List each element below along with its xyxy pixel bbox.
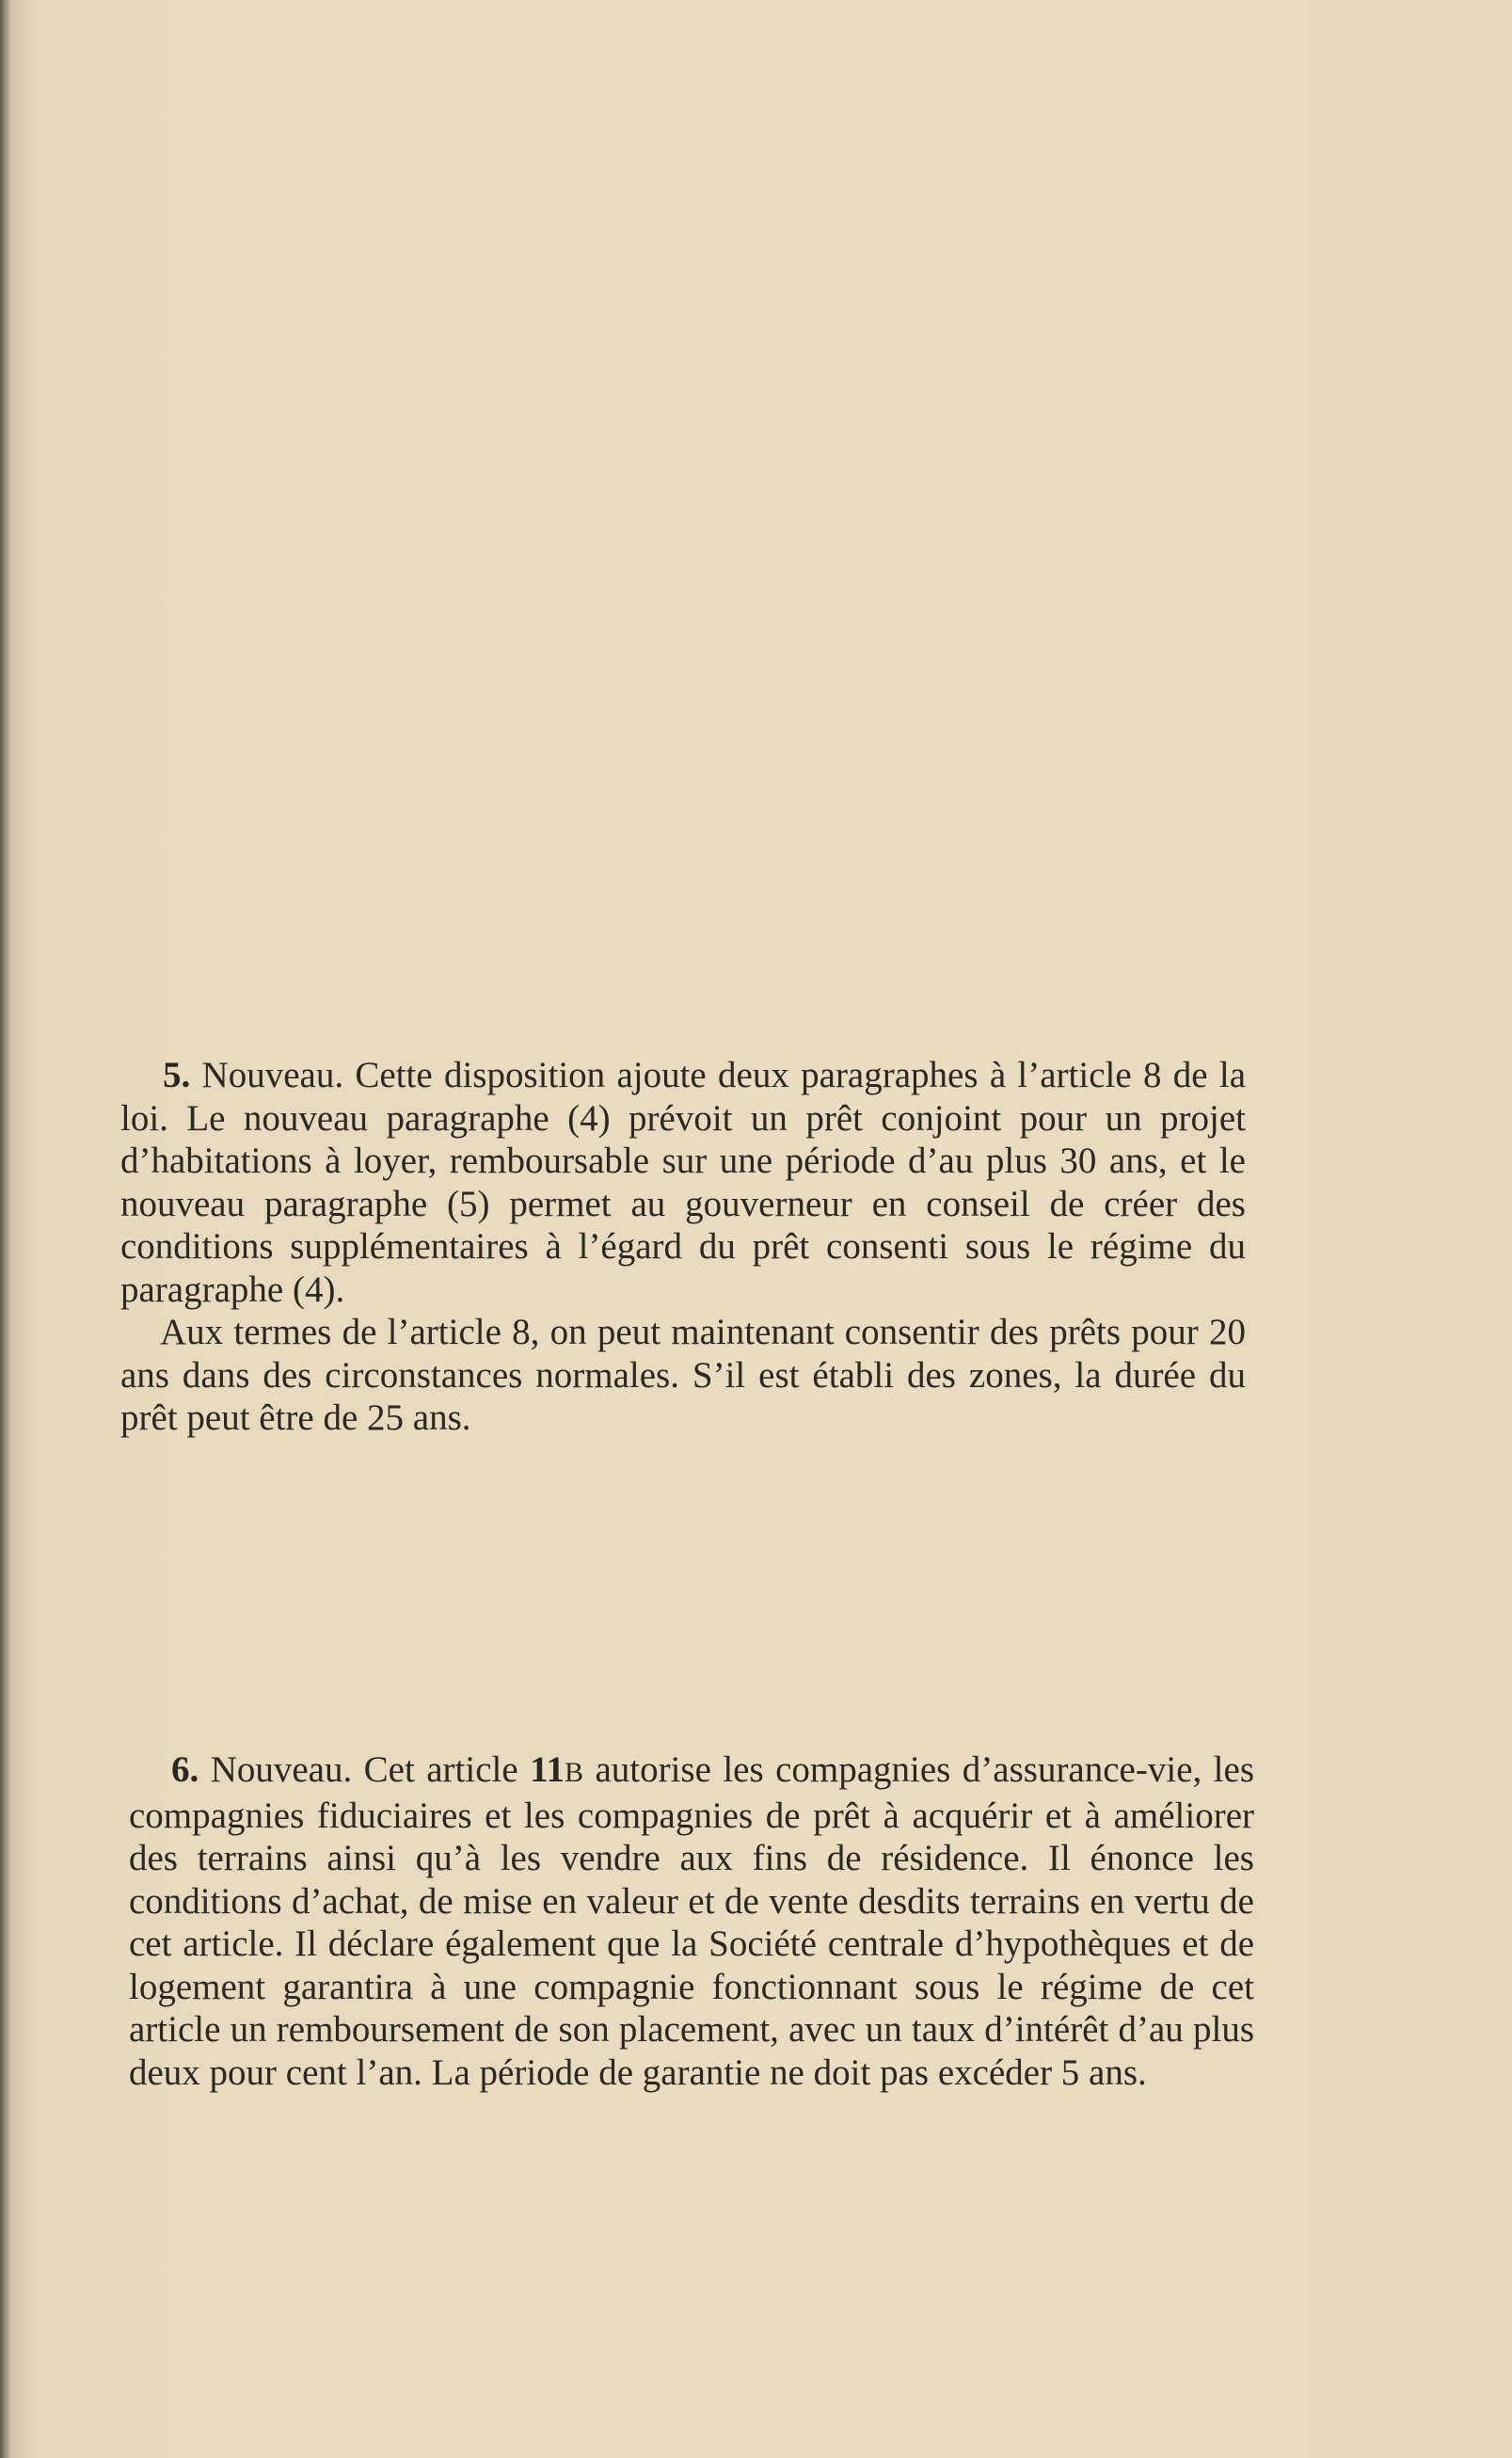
page-binding-edge [0, 0, 11, 2458]
note-5-number: 5. [163, 1055, 191, 1095]
note-6-lead: Nouveau. Cet article [210, 1749, 518, 1790]
note-5-paragraph-1 [120, 1054, 1246, 1311]
article-number: 11 [530, 1749, 565, 1790]
note-6-paragraph [129, 1748, 1254, 2094]
note-5-paragraph-2: Aux termes de l’article 8, on peut maintenant consentir des prêts pour 20 ans dans des circonstances normales. S’il est établi des zones, la durée du prêt peut être de 25 ans. [120, 1312, 1246, 1438]
article-suffix: B [564, 1757, 583, 1788]
note-6-number: 6. [171, 1749, 199, 1790]
explanatory-note-6 [129, 1748, 1254, 2094]
note-6-text: autorise les compagnies d’assurance-vie, les compagnies fiduciaires et les compagnies de prêt à acquérir et à améliorer des terrains ainsi qu’à les vendre aux fins de résidence. Il énonce les conditions d’achat, de mise en valeur et de vente desdits terrains en vertu de cet article. Il déclare également que la Société centrale d’hypothèques et de logement garantira à une compagnie fonctionnant sous le régime de cet article un remboursement de son placement, avec un taux d’intérêt d’au plus deux pour cent l’an. La période de garantie ne doit pas excéder 5 ans. [129, 1749, 1255, 2093]
explanatory-note-5 [120, 1054, 1246, 1440]
note-5-text-1: Nouveau. Cette disposition ajoute deux paragraphes à l’article 8 de la loi. Le nouveau paragraphe (4) prévoit un prêt conjoint pour un projet d’habitations à loyer, remboursable sur une période d’au plus 30 ans, et le nouveau paragraphe (5) permet au gouverneur en conseil de créer des conditions supplémentaires à l’égard du prêt consenti sous le régime du paragraphe (4). [120, 1055, 1246, 1310]
